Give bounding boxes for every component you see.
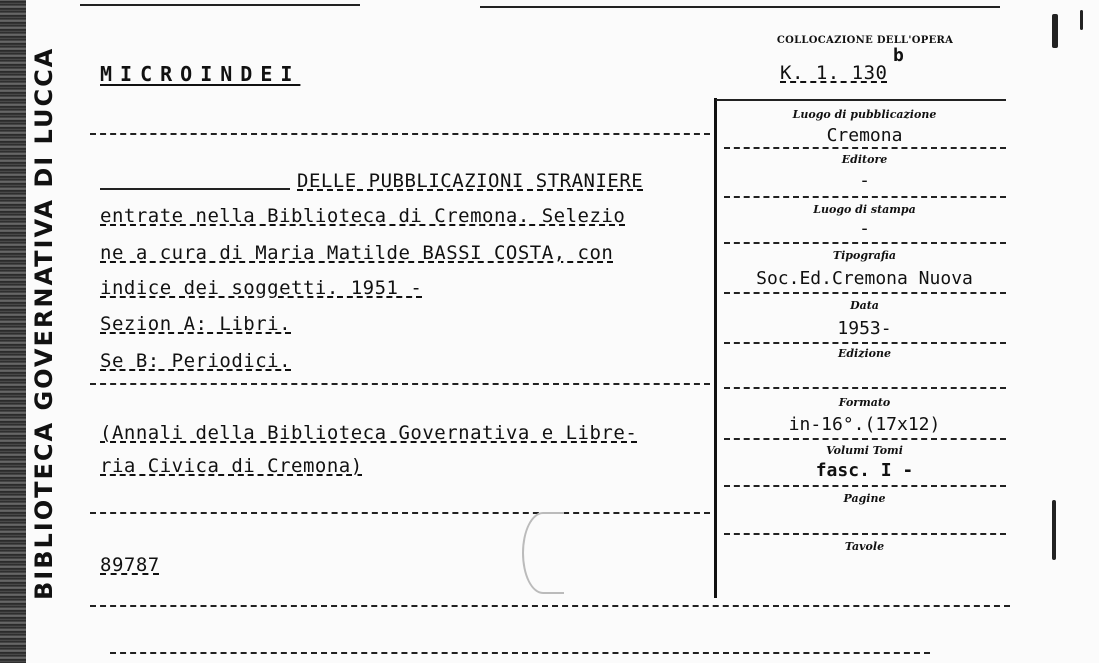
library-name: BIBLIOTECA GOVERNATIVA DI LUCCA [30, 46, 58, 600]
scanned-edge [0, 0, 26, 663]
panel-top [716, 99, 1006, 101]
body-line: DELLE PUBBLICAZIONI STRANIERE [297, 170, 644, 192]
field-label: Luogo di stampa [813, 203, 916, 216]
field-rule [724, 485, 1006, 487]
rule-line [100, 188, 290, 190]
field-value: - [859, 218, 870, 239]
rule-line [90, 383, 710, 385]
field-rule [724, 196, 1006, 198]
rule-line [90, 605, 1010, 607]
field-rule [724, 147, 1006, 149]
field-label: Tipografia [832, 249, 897, 262]
paper-smudge [522, 512, 564, 594]
collocation-value: K. 1. 130 [780, 62, 888, 84]
body-line: (Annali della Biblioteca Governativa e Libre- [100, 422, 638, 444]
body-line: Se B: Periodici. [100, 350, 292, 372]
body-line: entrate nella Biblioteca di Cremona. Selezio [100, 205, 626, 227]
body-line: ne a cura di Maria Matilde BASSI COSTA, con [100, 242, 614, 264]
field-value: Cremona [826, 125, 903, 146]
field-rule [724, 438, 1006, 440]
rule-line [90, 512, 710, 514]
field-rule [724, 342, 1006, 344]
field-label: Data [850, 299, 879, 312]
top-border [80, 4, 360, 6]
field-value: - [859, 170, 870, 191]
rule-line [90, 133, 710, 135]
scan-mark [1052, 14, 1058, 48]
panel-divider [714, 98, 717, 598]
field-label: Pagine [843, 492, 886, 505]
field-label: Edizione [837, 347, 891, 360]
field-value: fasc. I - [815, 460, 914, 481]
body-line: Sezion A: Libri. [100, 313, 292, 335]
field-value: in-16°.(17x12) [788, 414, 941, 435]
top-border-right [480, 6, 1000, 8]
field-rule [724, 292, 1006, 294]
collocation-suffix: b [893, 45, 905, 66]
field-rule [724, 387, 1006, 389]
title-heading: MICROINDEI [100, 62, 301, 86]
inventory-number: 89787 [100, 554, 160, 576]
field-label: Formato [838, 396, 891, 409]
body-line: ria Civica di Cremona) [100, 455, 363, 477]
field-value: 1953- [837, 318, 892, 339]
collocation-label: COLLOCAZIONE DELL'OPERA [776, 35, 954, 46]
field-rule [724, 242, 1006, 244]
body-line: indice dei soggetti. 1951 - [100, 277, 423, 299]
field-label: Volumi Tomi [826, 444, 903, 457]
scan-mark [1080, 10, 1083, 30]
field-label: Luogo di pubblicazione [792, 108, 937, 121]
field-label: Tavole [844, 540, 885, 553]
field-rule [724, 533, 1006, 535]
scan-mark [1052, 500, 1056, 560]
rule-line [110, 652, 930, 654]
field-value: Soc.Ed.Cremona Nuova [756, 268, 973, 289]
field-label: Editore [841, 153, 888, 166]
